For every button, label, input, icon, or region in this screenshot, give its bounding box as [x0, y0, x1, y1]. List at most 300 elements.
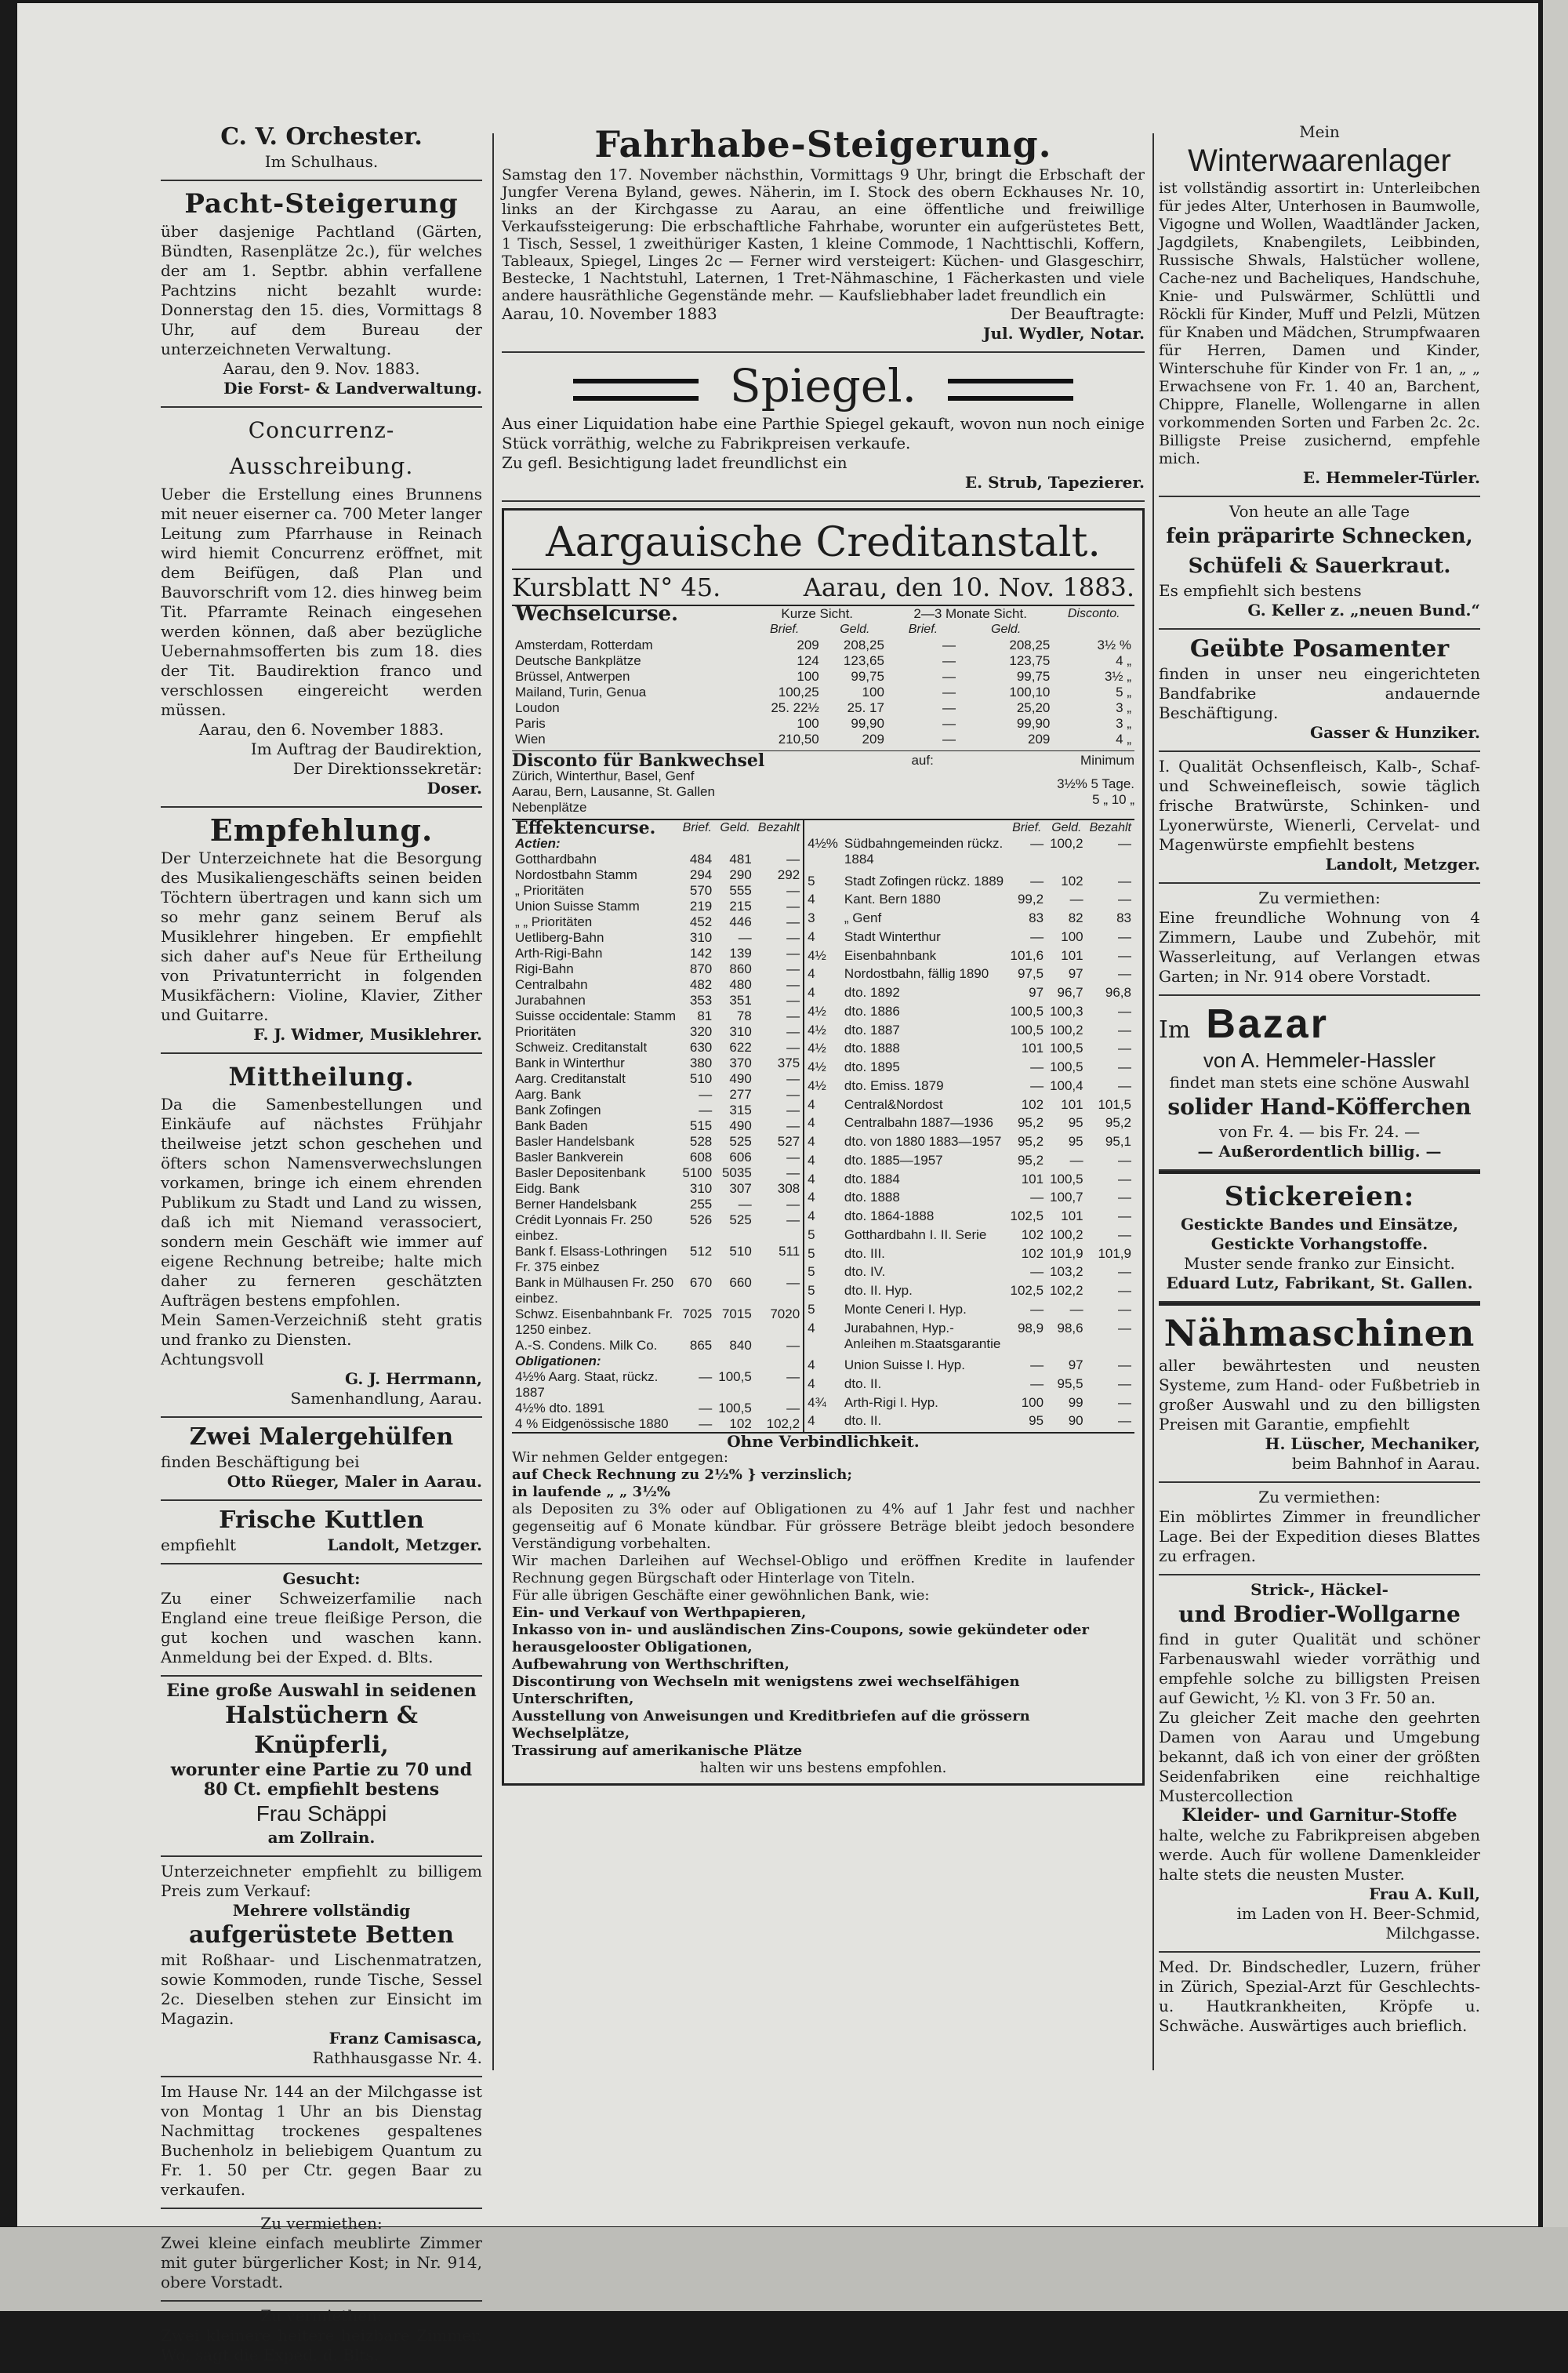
holz-body: Im Hause Nr. 144 an der Milchgasse ist von Montag 1 Uhr an bis Dienstag Nachmittag trockenes gespaltenes Buchenholz in beliebigem Quantum zu Fr. 1. 50 per Ctr. gegen Baar zu verkaufen. — [161, 2082, 482, 2199]
wechsel-cell: 3 „ — [1116, 700, 1131, 715]
effekt-name: „ „ Prioritäten — [515, 914, 593, 929]
seide-line: Halstüchern & Knüpferli, — [224, 1702, 419, 1759]
fahrhabe-date: Aarau, 10. November 1883 — [502, 304, 717, 323]
kursblatt-foot: Trassirung auf amerikanische Plätze — [512, 1743, 803, 1759]
wechsel-cell: 3 „ — [1116, 716, 1131, 731]
table-row — [804, 1023, 1134, 1041]
effekt-cell: 292 — [777, 867, 800, 882]
wechsel-cell: 100,10 — [1009, 685, 1051, 700]
table-row — [512, 716, 1134, 732]
fahrhabe-ad — [502, 118, 1145, 353]
effekt-cell: 870 — [689, 961, 713, 976]
wolle-ad — [1159, 1575, 1480, 1953]
mittheilung-greet: Achtungsvoll — [161, 1350, 264, 1368]
disconto-min: Minimum — [1080, 753, 1134, 768]
winter-small: Mein — [1299, 122, 1340, 141]
effekt-cell: 7015 — [721, 1306, 752, 1321]
vermiethen-body: Zwei kleine einfach meublirte Zimmer mit guter bürgerlicher Kost; in Nr. 914, obere Vorstadt. — [161, 2233, 482, 2291]
effekt-pct: 4 — [808, 1152, 815, 1168]
effekt-cell: — — [1117, 1226, 1131, 1242]
effekt-cell: 527 — [777, 1134, 800, 1149]
effekt-cell: 99,2 — [1017, 892, 1044, 907]
table-row — [804, 1264, 1134, 1283]
table-row — [804, 1115, 1134, 1134]
effekt-cell: 622 — [729, 1040, 752, 1055]
effekt-cell: — — [699, 1416, 713, 1431]
table-row — [512, 867, 804, 883]
table-row — [512, 669, 1134, 685]
disconto-title: Disconto für Bankwechsel — [512, 750, 765, 771]
effekt-cell: 370 — [729, 1056, 752, 1070]
table-row — [512, 1244, 804, 1275]
pacht-title: Pacht-Steigerung — [184, 188, 459, 220]
table-row — [512, 1165, 804, 1181]
effekt-cell: — — [1030, 1301, 1044, 1317]
effekt-name: 4 % Eidgenössische 1880 — [515, 1416, 669, 1431]
effekt-cell: 90 — [1068, 1413, 1083, 1429]
orchester-ad — [161, 118, 482, 181]
effekt-cell: 528 — [689, 1134, 713, 1149]
wechsel-cell: 100 — [797, 669, 819, 684]
effekt-cell: — — [786, 961, 800, 976]
wechsel-cell: 99,75 — [851, 669, 884, 684]
kursblatt-foot: Ein- und Verkauf von Werthpapieren, — [512, 1604, 807, 1621]
zimmer-ad — [1159, 1483, 1480, 1575]
effekt-name: Kant. Bern 1880 — [844, 892, 941, 907]
effekt-cell: 142 — [689, 946, 713, 961]
table-row — [512, 1416, 804, 1432]
table-row — [804, 1321, 1134, 1358]
seide-ad — [161, 1677, 482, 1857]
effekt-cell: 310 — [689, 1181, 713, 1196]
wolle-sign: im Laden von H. Beer-Schmid, Milchgasse. — [1236, 1904, 1480, 1942]
effekt-cell: 100,5 — [718, 1401, 752, 1415]
table-row — [804, 1376, 1134, 1395]
effekt-cell: 510 — [729, 1244, 752, 1259]
betten-body: mit Roßhaar- und Lischenmatratzen, sowie Kommoden, runde Tische, Sessel 2c. Dieselben stehen zur Einsicht im Magazin. — [161, 1950, 482, 2028]
effekt-cell: — — [1030, 1059, 1044, 1074]
effekt-pct: 5 — [808, 1264, 815, 1280]
effekt-cell: — — [1117, 1283, 1131, 1298]
wechsel-cell: 25. 22½ — [771, 700, 819, 715]
effekt-cell: 452 — [689, 914, 713, 929]
geld-head: Geld. — [1051, 821, 1082, 834]
effekt-name: Suisse occidentale: Stamm — [515, 1008, 677, 1023]
table-row — [512, 852, 804, 867]
orchester-place: Im Schulhaus. — [264, 152, 379, 171]
concurrenz-ad — [161, 408, 482, 808]
effekt-name: Eisenbahnbank — [844, 947, 937, 963]
arzt-body: Med. Dr. Bindschedler, Luzern, früher in Zürich, Spezial-Arzt für Geschlechts- u. Hautkrankheiten, Kröpfe u. Schwäche. Auswärtiges auch brieflich. — [1159, 1957, 1480, 2035]
stick-title: Stickereien: — [1224, 1181, 1415, 1212]
effekt-cell: — — [1030, 1190, 1044, 1205]
kuttlen-title: Frische Kuttlen — [219, 1506, 424, 1534]
table-row — [804, 1357, 1134, 1376]
pacht-ad — [161, 181, 482, 408]
schnecken-sign: G. Keller z. „neuen Bund.“ — [1247, 601, 1480, 620]
effekt-cell: 315 — [729, 1103, 752, 1117]
table-row — [804, 1097, 1134, 1116]
effekt-cell: 95,2 — [1017, 1134, 1044, 1149]
effekt-cell: 525 — [729, 1212, 752, 1227]
kursblatt-foot: als Depositen zu 3% oder auf Obligationen zu 4% auf 1 Jahr fest und nachher gegenseitig auf 6 Monate kündbar. Für grössere Beträge bleibt jedoch besondere Verständigung vorbehalten. — [512, 1501, 1134, 1552]
ohne-verbindlichkeit: Ohne Verbindlichkeit. — [512, 1432, 1134, 1449]
wechsel-cell: 124 — [797, 653, 819, 668]
effekt-cell: 101,9 — [1050, 1245, 1083, 1261]
effekt-pct: 5 — [808, 1245, 815, 1261]
effekt-cell: 96,7 — [1057, 985, 1083, 1000]
effekt-name: Eidg. Bank — [515, 1181, 580, 1196]
geld-head: Geld. — [720, 821, 750, 834]
effekt-cell: 101,6 — [1010, 947, 1044, 963]
kursblatt-foot: Discontirung von Wechseln mit wenigstens zwei wechselfähigen Unterschriften, — [512, 1673, 1020, 1707]
effekt-name: Schwz. Eisenbahnbank Fr. 1250 einbez. — [515, 1306, 673, 1337]
effekt-pct: 5 — [808, 1226, 815, 1242]
effekt-cell: 840 — [729, 1338, 752, 1353]
effekt-pct: 4 — [808, 1115, 815, 1131]
effekt-cell: 102,2 — [766, 1416, 800, 1431]
effekt-name: Stadt Winterthur — [844, 928, 941, 944]
schnecken-ad — [1159, 497, 1480, 630]
effekt-pct: 5 — [808, 873, 815, 889]
table-row — [804, 1190, 1134, 1208]
effekt-cell: — — [1117, 1152, 1131, 1168]
table-row — [512, 1369, 804, 1401]
effekt-name: dto. Emiss. 1879 — [844, 1077, 944, 1093]
effekt-cell: 139 — [729, 946, 752, 961]
effekt-cell: — — [786, 1024, 800, 1039]
effekt-cell: 446 — [729, 914, 752, 929]
effekt-cell: 215 — [729, 899, 752, 914]
effekt-cell: 310 — [729, 1024, 752, 1039]
effekt-cell — [755, 836, 804, 852]
wechsel-place: Mailand, Turin, Genua — [515, 685, 647, 700]
table-row — [512, 1118, 804, 1134]
effekt-cell: 100,5 — [1010, 1003, 1044, 1019]
effekt-pct: 4 — [808, 1171, 815, 1186]
fahrhabe-title: Fahrhabe-Steigerung. — [594, 123, 1052, 165]
table-row — [512, 1181, 804, 1197]
seide-line: 80 Ct. empfiehlt bestens — [203, 1779, 440, 1800]
effekt-cell: 660 — [729, 1275, 752, 1290]
effekt-cell: — — [786, 899, 800, 914]
effekten-table-left — [512, 820, 804, 1432]
effekt-pct: 4½ — [808, 1003, 826, 1019]
wechsel-kurze: Kurze Sicht. — [781, 606, 854, 621]
effekt-cell: 101 — [1061, 947, 1083, 963]
effekt-cell: 512 — [689, 1244, 713, 1259]
vermiethen-title: Zu vermiethen: — [260, 2214, 383, 2233]
table-row — [512, 946, 804, 961]
bazar-title: Bazar — [1206, 1001, 1329, 1047]
landolt-sign: Landolt, Metzger. — [1325, 855, 1480, 874]
effekt-cell: 102,2 — [1050, 1283, 1083, 1298]
effekt-cell: 96,8 — [1105, 985, 1131, 1000]
effekt-name: Berner Handelsbank — [515, 1197, 637, 1212]
effekt-pct: 5 — [808, 1283, 815, 1298]
table-row — [512, 1401, 804, 1416]
bazar-price: von Fr. 4. — bis Fr. 24. — — [1218, 1122, 1421, 1141]
orchester-title: C. V. Orchester. — [220, 123, 423, 151]
effekt-cell: 102 — [1061, 873, 1083, 889]
kursblatt-foot: auf Check Rechnung zu 2½% } verzinslich; — [512, 1466, 853, 1483]
effekt-name: Union Suisse I. Hyp. — [844, 1357, 965, 1372]
kursblatt-foot: Inkasso von in- und ausländischen Zins-Coupons, sowie gekündeter oder herausgelooster Obligationen, — [512, 1622, 1089, 1655]
effekt-name: dto. II. — [844, 1413, 882, 1429]
schnecken-title: fein präparirte Schnecken, — [1166, 525, 1473, 548]
middle-column — [502, 118, 1145, 1786]
wechsel-cell: 208,25 — [843, 638, 884, 652]
effekt-cell: — — [1030, 928, 1044, 944]
table-row — [512, 1056, 804, 1071]
empfehlung-body: Der Unterzeichnete hat die Besorgung des Musikaliengeschäfts seinen beiden Töchtern übertragen und kann sich um so mehr ganz seinem Beruf als Musiklehrer hingeben. Er empfiehlt sich daher auf's Neue für Ertheilung von Privatunterricht in folgenden Musikfächern: Violine, Klavier, Zither und Guitarre. — [161, 849, 482, 1024]
seide-line: Eine große Auswahl in seidenen — [166, 1681, 477, 1701]
effekt-name: Stadt Zofingen rückz. 1889 — [844, 873, 1004, 889]
effekt-name: Basler Depositenbank — [515, 1165, 646, 1180]
wechsel-cell: 209 — [862, 732, 884, 747]
wechsel-cell: 5 „ — [1116, 685, 1131, 700]
effekt-name: Bank f. Elsass-Lothringen Fr. 375 einbez — [515, 1244, 667, 1274]
table-row — [804, 1004, 1134, 1023]
effekt-name: „ Prioritäten — [515, 883, 584, 898]
betten-ad — [161, 1857, 482, 2077]
effekt-cell: 307 — [729, 1181, 752, 1196]
wechsel-cell: 209 — [1028, 732, 1051, 747]
table-row — [804, 948, 1134, 967]
right-column — [1159, 118, 1480, 2044]
geld-head: Geld. — [991, 623, 1022, 636]
wechsel-cell: 4 „ — [1116, 653, 1131, 668]
effekt-cell: 95 — [1029, 1413, 1044, 1429]
wechsel-cell: — — [942, 700, 956, 715]
spiegel-ad — [502, 353, 1145, 502]
effekt-cell: — — [786, 852, 800, 867]
effekt-name: Schweiz. Creditanstalt — [515, 1040, 648, 1055]
table-row — [512, 1008, 804, 1024]
fahrhabe-sign: Jul. Wydler, Notar. — [983, 324, 1145, 343]
gesucht-body: Zu einer Schweizerfamilie nach England eine treue fleißige Person, die gut kochen und waschen kann. Anmeldung bei der Exped. d. Blts. — [161, 1589, 482, 1666]
effekt-pct: 4½ — [808, 947, 826, 963]
effekt-cell: — — [1117, 1022, 1131, 1038]
table-row — [512, 1275, 804, 1306]
page-edge — [1543, 0, 1568, 2311]
effekt-cell: — — [1117, 947, 1131, 963]
effekt-pct: 4 — [808, 1190, 815, 1205]
effekt-cell: — — [786, 1401, 800, 1415]
effekt-cell: 100,5 — [1010, 1022, 1044, 1038]
effekt-name: dto. 1895 — [844, 1059, 900, 1074]
effekt-cell: — — [786, 930, 800, 945]
wechsel-place: Brüssel, Antwerpen — [515, 669, 630, 684]
schnecken-intro: Von heute an alle Tage — [1229, 502, 1410, 521]
effekt-cell: — — [786, 1040, 800, 1055]
wechsel-cell: — — [942, 669, 956, 684]
bazar-ad — [1159, 996, 1480, 1171]
effekt-cell: 101,5 — [1098, 1096, 1131, 1112]
effekt-cell: 482 — [689, 977, 713, 992]
wechsel-cell: 4 „ — [1116, 732, 1131, 747]
wechsel-cell: 99,90 — [851, 716, 884, 731]
effekt-cell: — — [786, 1369, 800, 1384]
spiegel-title: Spiegel. — [729, 359, 917, 412]
effekt-name: dto. 1886 — [844, 1003, 900, 1019]
effekt-name: A.-S. Condens. Milk Co. — [515, 1338, 658, 1353]
effekt-cell: 95,2 — [1017, 1152, 1044, 1168]
left-column — [161, 118, 482, 2373]
schnecken-body: Es empfiehlt sich bestens — [1159, 581, 1362, 600]
effekt-cell — [679, 836, 715, 852]
effekt-cell: 100 — [1061, 928, 1083, 944]
concurrenz-title: Concurrenz-Ausschreibung. — [229, 417, 414, 479]
effekt-cell: — — [786, 1071, 800, 1086]
effekt-cell: 102,5 — [1010, 1283, 1044, 1298]
zimmer-body: Ein möblirtes Zimmer in freundlicher Lage. Bei der Expedition dieses Blattes zu erfragen. — [1159, 1507, 1480, 1565]
posamenter-title: Geübte Posamenter — [1189, 635, 1450, 663]
mittheilung-body: Mein Samen-Verzeichniß steht gratis und franko zu Diensten. — [161, 1310, 482, 1349]
effekt-cell: — — [786, 1087, 800, 1102]
effekt-cell: 83 — [1116, 910, 1131, 925]
effekt-name: Rigi-Bahn — [515, 961, 574, 976]
kursblatt-date: Aarau, den 10. Nov. 1883. — [803, 572, 1134, 602]
wechsel-table — [512, 602, 1134, 747]
effekt-pct: 4½% — [808, 836, 838, 851]
disconto-rate: 3½% 5 Tage. — [1057, 776, 1134, 791]
posamenter-sign: Gasser & Hunziker. — [1310, 723, 1480, 742]
effekt-cell: 100,2 — [1050, 1022, 1083, 1038]
effekt-cell: 294 — [689, 867, 713, 882]
ornament-bar — [573, 379, 699, 401]
effekt-pct: 4 — [808, 985, 815, 1000]
wechsel-title: Wechselcurse. — [515, 602, 679, 626]
wechsel-cell: 3½ „ — [1104, 669, 1131, 684]
disconto-place: Aarau, Bern, Lausanne, St. Gallen — [512, 784, 715, 799]
stick-body: Muster sende franko zur Einsicht. — [1183, 1254, 1456, 1273]
effekt-cell: 525 — [729, 1134, 752, 1149]
effekt-cell: 102 — [729, 1416, 752, 1431]
effekt-cell: 100,3 — [1050, 1003, 1083, 1019]
table-row — [804, 910, 1134, 929]
effekt-cell: — — [1117, 1320, 1131, 1335]
kursblatt-foot: in laufende „ „ 3½% — [512, 1484, 671, 1500]
table-row — [804, 1153, 1134, 1172]
seide-name: Frau Schäppi — [256, 1801, 387, 1826]
wolle-title: Kleider- und Garnitur-Stoffe — [1181, 1805, 1457, 1826]
wechsel-cell: 123,75 — [1009, 653, 1051, 668]
effekt-name: Union Suisse Stamm — [515, 899, 640, 914]
bazar-cheap: — Außerordentlich billig. — — [1197, 1142, 1442, 1161]
effekt-pct: 4 — [808, 1134, 815, 1149]
effekt-name: 4½% dto. 1891 — [515, 1401, 605, 1415]
wechsel-cell: — — [942, 685, 956, 700]
pacht-date: Aarau, den 9. Nov. 1883. — [223, 359, 420, 378]
wohnung-ad — [1159, 884, 1480, 996]
betten-title: aufgerüstete Betten — [188, 1921, 455, 1949]
effekt-name: dto. 1887 — [844, 1022, 900, 1038]
table-row — [512, 930, 804, 946]
ornament-bar — [948, 379, 1073, 401]
effekt-cell: 100,7 — [1050, 1190, 1083, 1205]
disconto-place: Nebenplätze — [512, 800, 587, 815]
betten-intro: Unterzeichneter empfiehlt zu billigem Preis zum Verkauf: — [161, 1862, 482, 1900]
effekt-pct: 4½ — [808, 1059, 826, 1074]
naeh-body: aller bewährtesten und neusten Systeme, zum Hand- oder Fußbetrieb in großer Auswahl und zu den billigsten Preisen mit Garantie, empfiehlt — [1159, 1356, 1480, 1434]
table-row — [804, 1246, 1134, 1265]
wechsel-cell: 100 — [797, 716, 819, 731]
betten-sign: Rathhausgasse Nr. 4. — [312, 2048, 482, 2067]
table-row — [512, 1024, 804, 1040]
effekt-name: Nordostbahn, fällig 1890 — [844, 966, 989, 982]
effekt-name: Gotthardbahn I. II. Serie — [844, 1226, 987, 1242]
effekt-cell: — — [1030, 1077, 1044, 1093]
posamenter-ad — [1159, 630, 1480, 752]
effekt-name: dto. 1864-1888 — [844, 1208, 935, 1223]
effekt-cell: — — [1117, 1003, 1131, 1019]
wohnung-title: Zu vermiethen: — [1258, 889, 1381, 907]
effekt-cell: 511 — [779, 1244, 800, 1259]
vermiethen-body: Zwei kleinere heitere heizbare Zimmer. Wo, sagt die Exped. d. Blts. — [161, 2326, 482, 2364]
geld-head: Geld. — [840, 623, 870, 636]
empfehlung-ad — [161, 808, 482, 1054]
bezahlt-head: Bezahlt — [757, 821, 800, 834]
effekt-cell: 310 — [689, 930, 713, 945]
effekt-name: Prioritäten — [515, 1024, 576, 1039]
table-row — [804, 1059, 1134, 1078]
effekt-pct: 4 — [808, 1208, 815, 1223]
table-row — [804, 929, 1134, 948]
effekt-name: Aarg. Bank — [515, 1087, 582, 1102]
wechsel-cell: — — [942, 732, 956, 747]
effekt-cell: 353 — [689, 993, 713, 1008]
effekt-cell: 526 — [689, 1212, 713, 1227]
effekt-cell: — — [1030, 1357, 1044, 1372]
wechsel-disconto-head: Disconto. — [1067, 607, 1120, 620]
winter-ad — [1159, 118, 1480, 497]
column-rule — [1152, 133, 1154, 2070]
effekt-cell: 480 — [729, 977, 752, 992]
effekt-cell: — — [1030, 836, 1044, 851]
effekt-cell: — — [786, 883, 800, 898]
effekt-cell — [715, 1354, 755, 1369]
effekt-name: Jurabahnen — [515, 993, 586, 1008]
effekt-pct: 4½ — [808, 1041, 826, 1056]
stick-line: Gestickte Bandes und Einsätze, — [1180, 1215, 1459, 1234]
effekt-name: dto. IV. — [844, 1264, 886, 1280]
mittheilung-sign: G. J. Herrmann, — [345, 1369, 482, 1388]
maler-sign: Otto Rüeger, Maler in Aarau. — [227, 1472, 482, 1491]
table-row — [804, 1134, 1134, 1153]
table-row — [512, 1103, 804, 1118]
effekt-pct: 4 — [808, 966, 815, 982]
table-row — [512, 1087, 804, 1103]
effekt-cell: 277 — [729, 1087, 752, 1102]
effekt-pct: 4 — [808, 928, 815, 944]
effekt-cell: — — [1117, 1394, 1131, 1410]
effekt-cell: — — [786, 1008, 800, 1023]
effekt-cell: — — [738, 1197, 752, 1212]
effekt-pct: 4 — [808, 1096, 815, 1112]
effekt-cell: 860 — [729, 961, 752, 976]
vermiethen-ad — [161, 2209, 482, 2302]
column-rule — [492, 133, 494, 2070]
brief-head: Brief. — [682, 821, 712, 834]
effekt-cell: 100,5 — [1050, 1041, 1083, 1056]
effekt-cell: — — [1069, 892, 1083, 907]
effekt-name: Bank in Mülhausen Fr. 250 einbez. — [515, 1275, 674, 1306]
effekt-cell: 102 — [1021, 1096, 1044, 1112]
vermiethen-ad — [161, 2302, 482, 2373]
effekt-name: Jurabahnen, Hyp.-Anleihen m.Staatsgarantie — [844, 1320, 1001, 1351]
concurrenz-date: Aarau, den 6. November 1883. — [198, 720, 445, 739]
